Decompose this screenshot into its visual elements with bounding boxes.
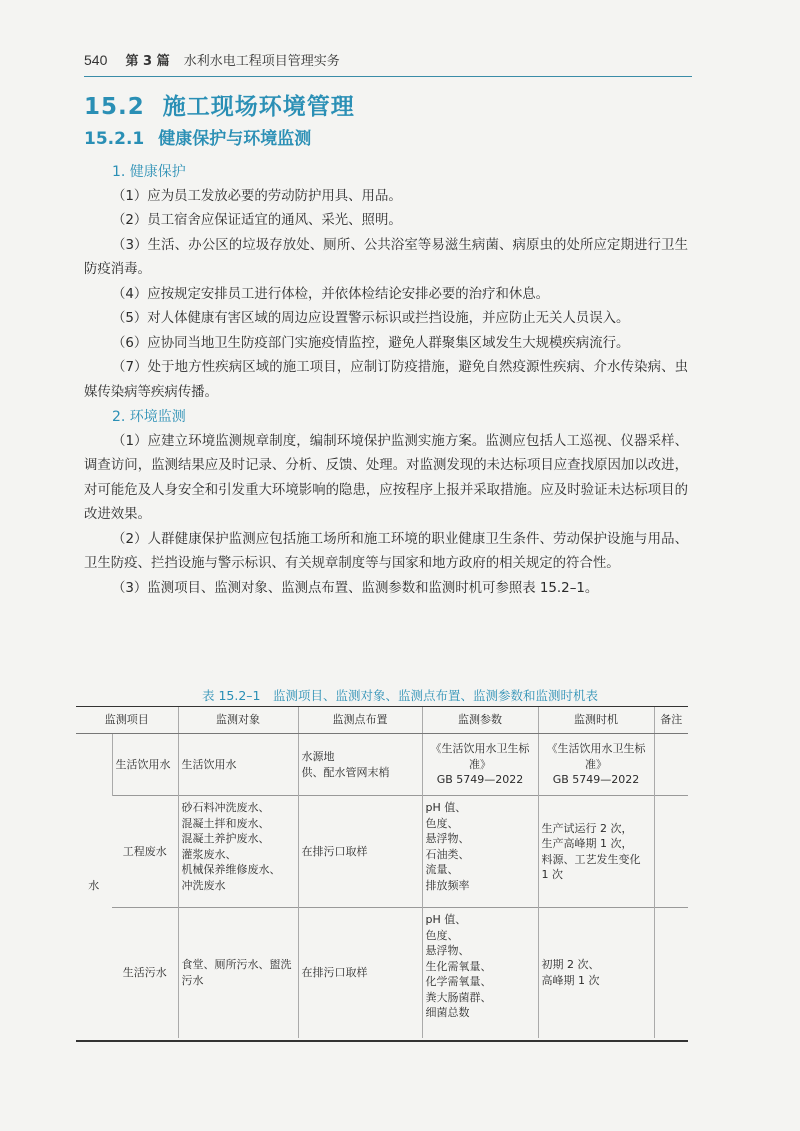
health-heading: 1. 健康保护 <box>112 164 186 180</box>
health-section <box>84 160 688 601</box>
note-cell <box>654 796 688 908</box>
header-cell: 监测时机 <box>538 707 654 734</box>
point-cell: 水源地 供、配水管网末梢 <box>298 734 422 796</box>
group-cell: 水 <box>76 734 112 1038</box>
paragraph: （1）应为员工发放必要的劳动防护用具、用品。 <box>112 188 402 204</box>
param-cell: pH 值、 色度、 悬浮物、 石油类、 流量、 排放频率 <box>422 796 538 908</box>
point-cell: 在排污口取样 <box>298 908 422 1038</box>
table-bottom-rule <box>76 1040 688 1042</box>
paragraph: （2）人群健康保护监测应包括施工场所和施工环境的职业健康卫生条件、劳动保护设施与用品、卫生防疫、拦挡设施与警示标识、有关规章制度等与国家和地方政府的相关规定的符合性。 <box>84 531 688 571</box>
page-number: 540 <box>84 52 108 68</box>
paragraph: （1）应建立环境监测规章制度，编制环境保护监测实施方案。监测应包括人工巡视、仪器采样、调查访问，监测结果应及时记录、分析、反馈、处理。对监测发现的未达标项目应查找原因加以改进，对可能危及人身安全和引发重大环境影响的隐患，应按程序上报并采取措施。应及时验证未达标项目的改进效果。 <box>84 433 688 522</box>
param-cell: pH 值、 色度、 悬浮物、 生化需氧量、 化学需氧量、 粪大肠菌群、 细菌总数 <box>422 908 538 1038</box>
header-cell: 监测参数 <box>422 707 538 734</box>
object-cell: 食堂、厕所污水、盥洗污水 <box>178 908 298 1038</box>
item-cell: 生活饮用水 <box>112 734 178 796</box>
table-row <box>76 734 688 796</box>
header-cell: 监测对象 <box>178 707 298 734</box>
paragraph: （3）监测项目、监测对象、监测点布置、监测参数和监测时机可参照表 15.2–1。 <box>112 580 599 596</box>
paragraph: （2）员工宿舍应保证适宜的通风、采光、照明。 <box>112 213 402 228</box>
header-rule <box>84 76 692 77</box>
table-header-row <box>76 707 688 734</box>
paragraph: （7）处于地方性疾病区域的施工项目，应制订防疫措施，避免自然疫源性疾病、介水传染病、虫媒传染病等疾病传播。 <box>84 360 688 400</box>
item-cell: 工程废水 <box>112 796 178 908</box>
point-cell: 在排污口取样 <box>298 796 422 908</box>
timing-cell: 生产试运行 2 次， 生产高峰期 1 次， 料源、工艺发生变化 1 次 <box>538 796 654 908</box>
book-title: 水利水电工程项目管理实务 <box>183 54 340 69</box>
table-row <box>76 908 688 1038</box>
running-header <box>84 50 340 69</box>
monitoring-table <box>76 706 688 1038</box>
object-cell: 生活饮用水 <box>178 734 298 796</box>
section-heading: 15.2 施工现场环境管理 <box>84 94 355 120</box>
table-caption: 表 15.2–1 监测项目、监测对象、监测点布置、监测参数和监测时机表 <box>201 688 598 703</box>
table-row <box>76 796 688 908</box>
object-cell: 砂石料冲洗废水、 混凝土拌和废水、 混凝土养护废水、 灌浆废水、 机械保养维修废水、 冲洗废水 <box>178 796 298 908</box>
paragraph: （6）应协同当地卫生防疫部门实施疫情监控，避免人群聚集区域发生大规模疾病流行。 <box>112 335 630 351</box>
timing-cell: 初期 2 次、 高峰期 1 次 <box>538 908 654 1038</box>
paragraph: （5）对人体健康有害区域的周边应设置警示标识或拦挡设施，并应防止无关人员误入。 <box>112 311 630 326</box>
item-cell: 生活污水 <box>112 908 178 1038</box>
note-cell <box>654 908 688 1038</box>
param-cell: 《生活饮用水卫生标准》 GB 5749—2022 <box>422 734 538 796</box>
part-label: 第 3 篇 <box>125 54 170 69</box>
header-cell: 监测点布置 <box>298 707 422 734</box>
paragraph: （3）生活、办公区的垃圾存放处、厕所、公共浴室等易滋生病菌、病原虫的处所应定期进行卫生防疫消毒。 <box>84 237 688 277</box>
subsection-heading: 15.2.1 健康保护与环境监测 <box>84 129 312 149</box>
timing-cell: 《生活饮用水卫生标准》 GB 5749—2022 <box>538 734 654 796</box>
paragraph: （4）应按规定安排员工进行体检，并依体检结论安排必要的治疗和休息。 <box>112 286 550 302</box>
header-cell: 监测项目 <box>76 707 178 734</box>
note-cell <box>654 734 688 796</box>
monitor-heading: 2. 环境监测 <box>112 409 186 425</box>
header-cell: 备注 <box>654 707 688 734</box>
